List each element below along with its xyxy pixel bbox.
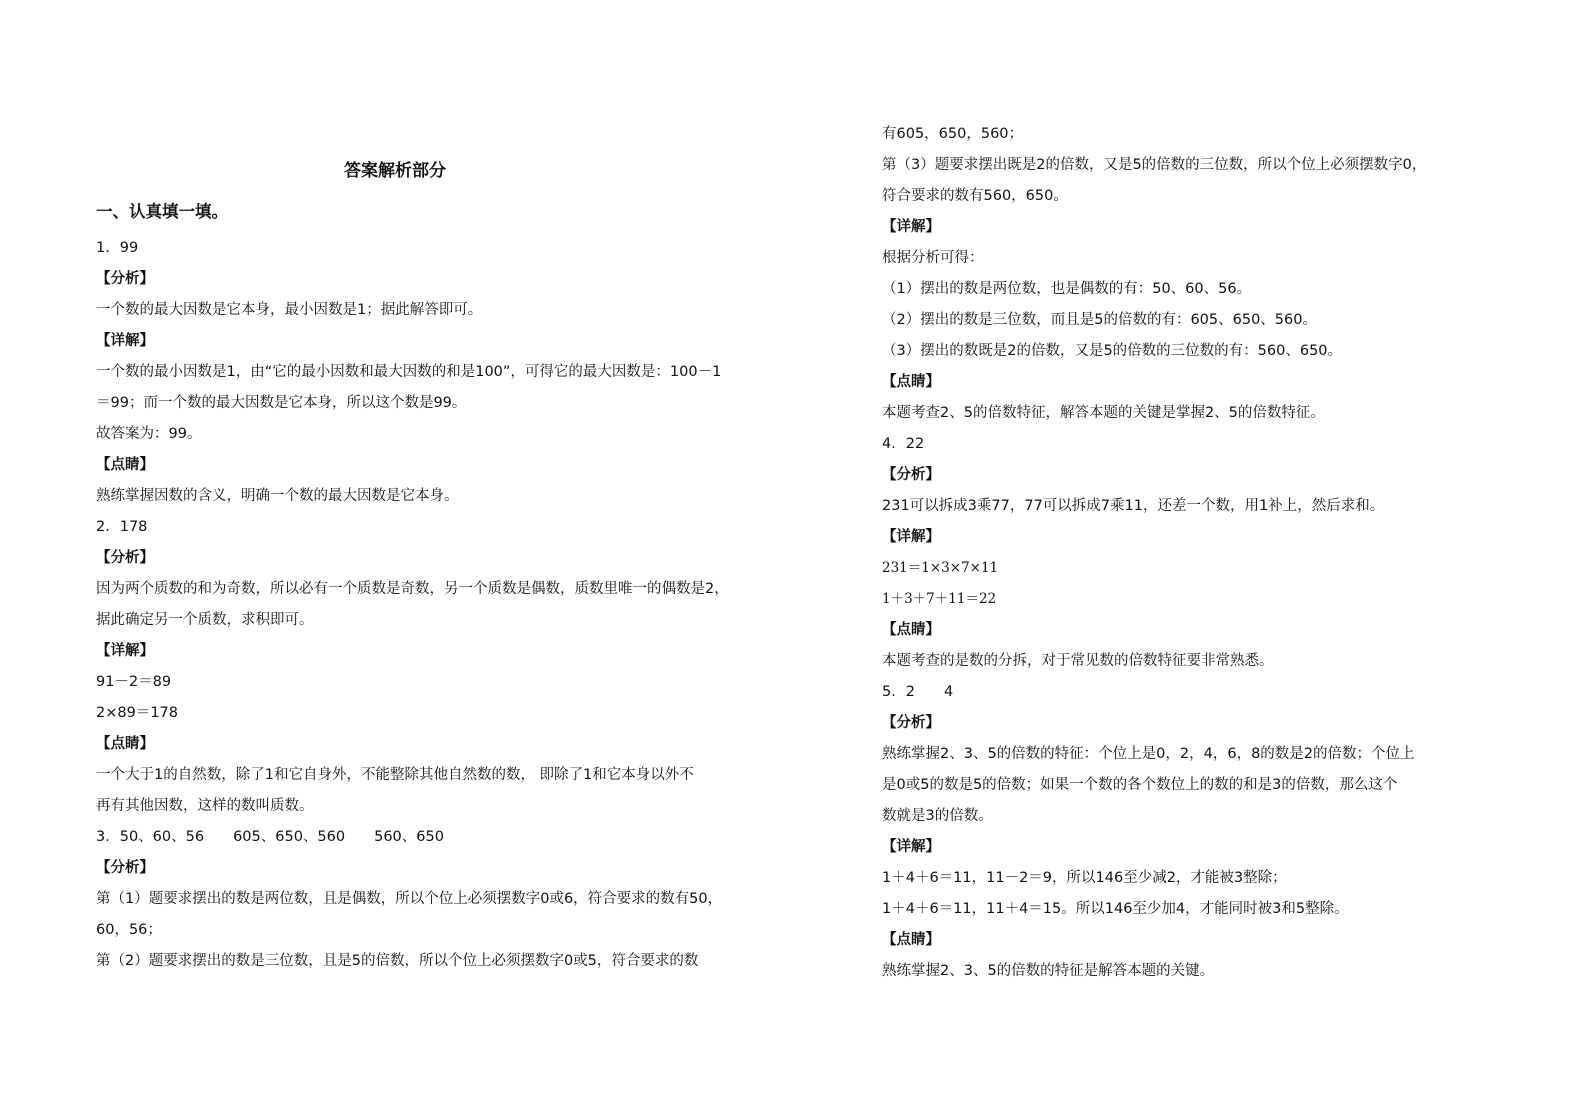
text-line: 故答案为：99。 [96, 426, 202, 442]
section-marker: 【分析】 [96, 860, 154, 876]
answer-line: 1．99 [96, 240, 139, 256]
section-marker: 【分析】 [96, 550, 154, 566]
section-marker: 【分析】 [96, 271, 154, 287]
text-line: 数就是3的倍数。 [882, 808, 993, 824]
text-line: （2）摆出的数是三位数，而且是5的倍数的有：605、650、560。 [882, 312, 1317, 328]
text-line: 91－2＝89 [96, 674, 172, 690]
section-marker: 【点睛】 [96, 457, 154, 473]
section-marker: 【详解】 [96, 643, 154, 659]
text-line: 2×89＝178 [96, 705, 179, 721]
text-line: 据此确定另一个质数，求积即可。 [96, 612, 314, 628]
text-line: 第（2）题要求摆出的数是三位数，且是5的倍数，所以个位上必须摆数字0或5，符合要求的数 [96, 953, 699, 969]
section-marker: 【点睛】 [882, 932, 940, 948]
text-line: 第（1）题要求摆出的数是两位数，且是偶数，所以个位上必须摆数字0或6，符合要求的数有50， [96, 891, 723, 907]
text-line: 有605，650，560； [882, 126, 1024, 142]
text-line: 231可以拆成3乘77，77可以拆成7乘11，还差一个数，用1补上，然后求和。 [882, 498, 1385, 514]
answer-line: 2．178 [96, 519, 148, 535]
text-line: 1＋4＋6＝11，11－2＝9，所以146至少减2，才能被3整除； [882, 870, 1287, 886]
section-marker: 【详解】 [882, 219, 940, 235]
text-line: 因为两个质数的和为奇数，所以必有一个质数是奇数，另一个质数是偶数，质数里唯一的偶数是2， [96, 581, 729, 597]
section-heading: 一、认真填一填。 [96, 202, 228, 221]
answer-line: 3．50、60、56 605、650、560 560、650 [96, 829, 444, 845]
text-line: （1）摆出的数是两位数，也是偶数的有：50、60、56。 [882, 281, 1252, 297]
text-line: 第（3）题要求摆出既是2的倍数，又是5的倍数的三位数，所以个位上必须摆数字0， [882, 157, 1427, 173]
section-marker: 【详解】 [882, 839, 940, 855]
answer-line: 4．22 [882, 436, 925, 452]
section-marker: 【点睛】 [96, 736, 154, 752]
section-marker: 【详解】 [96, 333, 154, 349]
text-line: 熟练掌握因数的含义，明确一个数的最大因数是它本身。 [96, 488, 459, 504]
section-marker: 【详解】 [882, 529, 940, 545]
answer-line: 5．2 4 [882, 684, 954, 700]
text-line: 本题考查的是数的分拆，对于常见数的倍数特征要非常熟悉。 [882, 653, 1274, 669]
section-marker: 【分析】 [882, 715, 940, 731]
text-line: 一个大于1的自然数，除了1和它自身外，不能整除其他自然数的数， 即除了1和它本身以外不 [96, 767, 694, 783]
text-line: ＝99；而一个数的最大因数是它本身，所以这个数是99。 [96, 395, 467, 411]
text-line: 熟练掌握2、3、5的倍数的特征是解答本题的关键。 [882, 963, 1215, 979]
text-line: 符合要求的数有560，650。 [882, 188, 1068, 204]
text-line: 再有其他因数，这样的数叫质数。 [96, 798, 314, 814]
text-line: 1＋4＋6＝11，11＋4＝15。所以146至少加4，才能同时被3和5整除。 [882, 901, 1349, 917]
text-line: 是0或5的数是5的倍数；如果一个数的各个数位上的数的和是3的倍数，那么这个 [882, 777, 1398, 793]
text-line: 1＋3＋7＋11＝22 [882, 591, 997, 607]
text-line: 60，56； [96, 922, 162, 938]
section-marker: 【点睛】 [882, 374, 940, 390]
text-line: 一个数的最大因数是它本身，最小因数是1；据此解答即可。 [96, 302, 483, 318]
text-line: 熟练掌握2、3、5的倍数的特征：个位上是0，2，4，6，8的数是2的倍数；个位上 [882, 746, 1415, 762]
page-title: 答案解析部分 [344, 161, 446, 181]
section-marker: 【分析】 [882, 467, 940, 483]
text-line: 本题考查2、5的倍数特征，解答本题的关键是掌握2、5的倍数特征。 [882, 405, 1325, 421]
text-line: 231＝1×3×7×11 [882, 560, 999, 576]
text-line: 根据分析可得： [882, 250, 984, 266]
text-line: （3）摆出的数既是2的倍数，又是5的倍数的三位数的有：560、650。 [882, 343, 1343, 359]
section-marker: 【点睛】 [882, 622, 940, 638]
text-line: 一个数的最小因数是1，由“它的最小因数和最大因数的和是100”，可得它的最大因数是：100－1 [96, 364, 722, 380]
